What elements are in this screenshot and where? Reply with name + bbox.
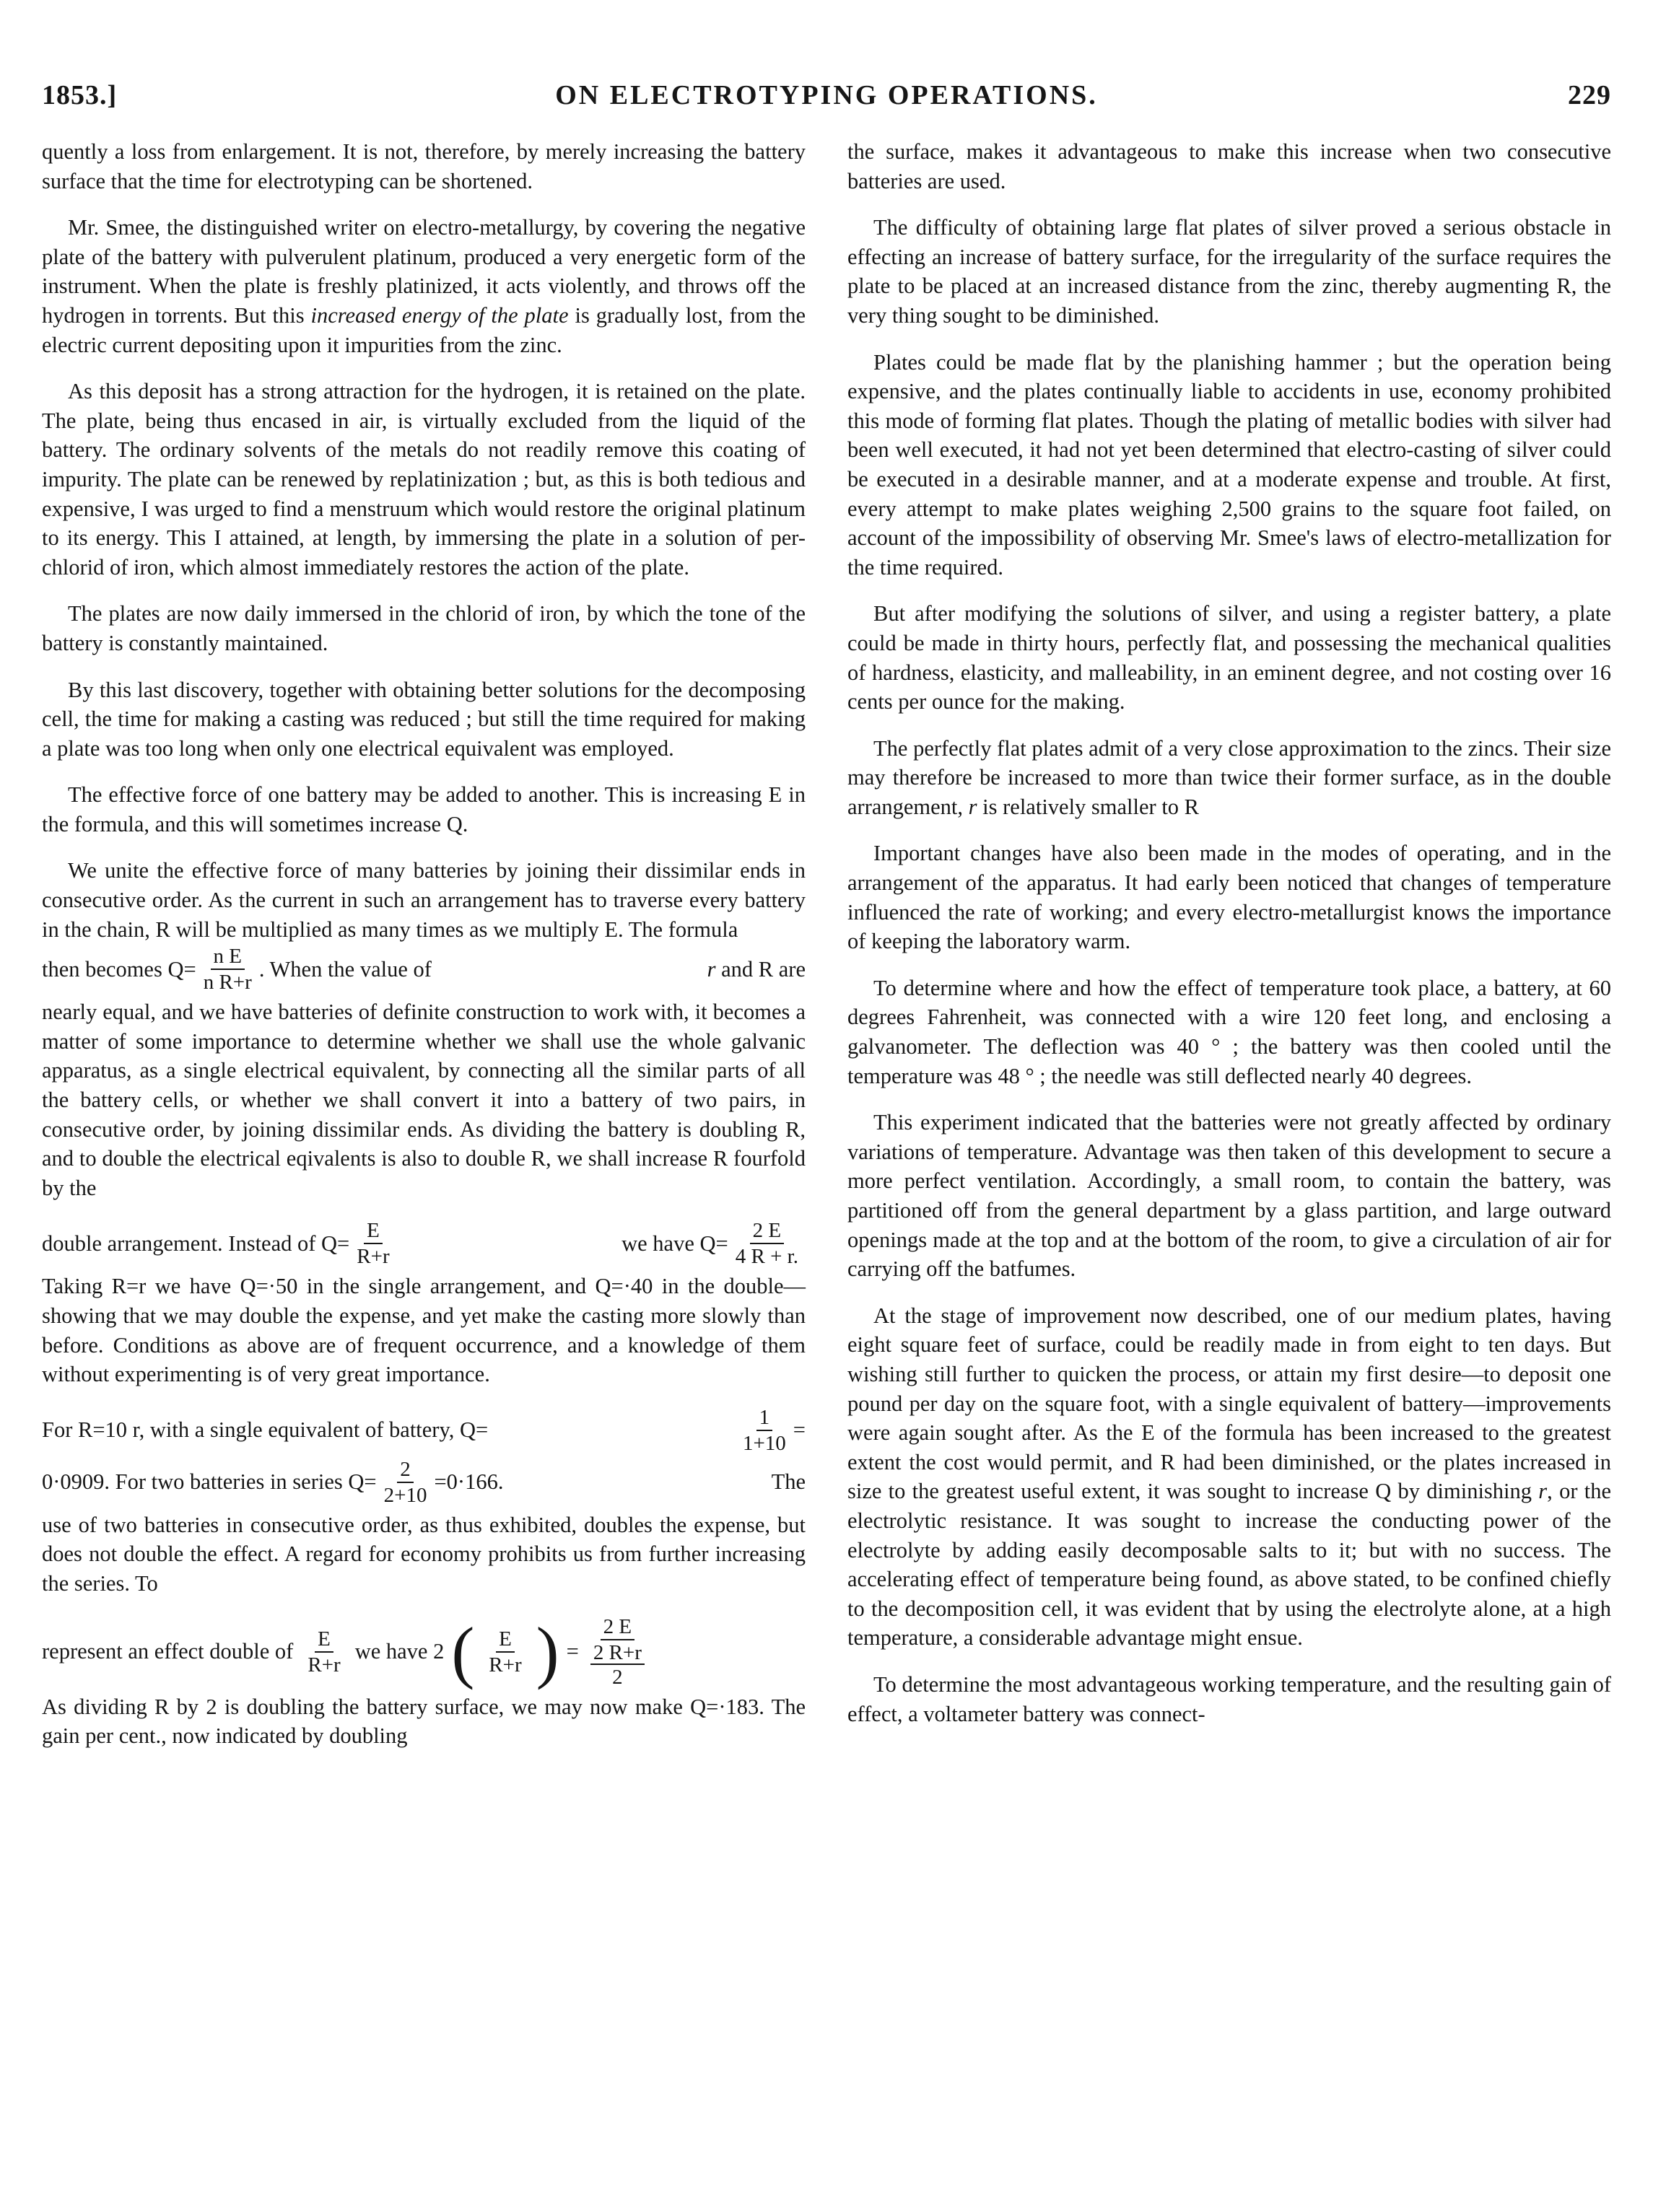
paragraph: This experiment indicated that the batteries were not greatly affected by ordinary variations of temperature. Advantage was then taken of this development to secure a more perfect ventilation. Accordingly, a small room, to contain the battery, was partitioned off from the general department by a glass partition, and large outward openings made at the top and at the bottom of the room, to give a circulation of air for carrying off the batfumes. — [847, 1110, 1611, 1282]
formula-text: The — [771, 1469, 806, 1495]
fraction — [733, 1220, 801, 1267]
formula-part — [736, 1407, 806, 1454]
fraction — [486, 1628, 524, 1676]
header-year: 1853.] — [42, 80, 118, 110]
header-title: ON ELECTROTYPING OPERATIONS. — [555, 80, 1098, 110]
paragraph: To determine where and how the effect of temperature took place, a battery, at 60 degrees Fahrenheit, was connected with a wire 120 feet long, and enclosing a galvanometer. The deflection was 40 ° ; the battery was then cooled until the temperature was 48 ° ; the needle was still deflected nearly 40 degrees. — [847, 975, 1611, 1088]
fraction — [381, 1459, 430, 1506]
denominator: 1+10 — [742, 1431, 786, 1455]
fraction — [201, 945, 255, 993]
formula-text: = — [793, 1417, 806, 1443]
running-header — [42, 79, 1611, 117]
fraction — [354, 1220, 392, 1267]
left-parenthesis: ( — [451, 1612, 475, 1690]
denominator: R+r — [308, 1653, 341, 1677]
formula-part — [621, 1220, 806, 1267]
denominator: 2 R+r — [590, 1640, 645, 1665]
formula-text: = — [566, 1639, 579, 1664]
paragraph: Taking R=r we have Q=·50 in the single arrangement, and Q=·40 in the double—showing that we may double the expense, and yet make the casting more slowly than before. Conditions as above are of frequent occurrence, and a knowledge of them without experimenting is of very great importance. — [42, 1274, 806, 1387]
sub-denominator: 2 — [612, 1665, 623, 1689]
paragraph: nearly equal, and we have batteries of definite construction to work with, it becomes a matter of some importance to determine whether we shall use the whole galvanic apparatus, as a single electrical equivalent, by connecting all the similar parts of all the battery cells, or whether we shall convert it into a battery of two pairs, in consecutive order, by joining dissimilar ends. As dividing the battery is doubling R, and to double the electrical eqivalents is also to double R, we shall increase R fourfold by the — [42, 1000, 806, 1200]
formula-text: . When the value of — [258, 956, 432, 982]
text-run: is relatively smaller to R — [977, 794, 1200, 819]
paragraph: The effective force of one battery may be added to another. This is increasing E in the formula, and this will sometimes increase Q. — [42, 782, 806, 836]
text-run: At the stage of improvement now described, one of our medium plates, having eight square feet of surface, could be readily made in from eight to ten days. But wishing still further to quicken the process, or attain my first desire—to deposit one pound per day on the square foot, with a single equivalent of battery—improvements were again sought after. As the E of the formula has been increased to the greatest extent the cost would permit, and R had been diminished, or the plates increased in size to the greatest useful extent, it was sought to increase Q by diminishing — [847, 1303, 1611, 1504]
denominator: R+r — [357, 1245, 390, 1269]
formula-text: double arrangement. Instead of Q= — [42, 1231, 350, 1256]
italic-variable: r — [707, 956, 716, 982]
paragraph — [42, 213, 806, 359]
paragraph: the surface, makes it advantageous to make this increase when two consecutive batteries are used. — [847, 139, 1611, 193]
formula-text: we have Q= — [621, 1231, 728, 1256]
paragraph: The difficulty of obtaining large flat plates of silver proved a serious obstacle in effecting an increase of battery surface, for the irregularity of the surface requires the plate to be placed at an increased distance from the zinc, thereby augmenting R, the very thing sought to be diminished. — [847, 215, 1611, 328]
paragraph: By this last discovery, together with obtaining better solutions for the decomposing cell, the time for making a casting was reduced ; but still the time required for making a plate was too long when only one electrical equivalent was employed. — [42, 677, 806, 761]
paragraph: But after modifying the solutions of silver, and using a register battery, a plate could be made in thirty hours, perfectly flat, and possessing the mechanical qualities of hardness, elasticity, and malleability, in an eminent degree, and not costing over 16 cents per ounce for the making. — [847, 601, 1611, 714]
formula-part — [42, 1220, 397, 1267]
numerator: n E — [211, 945, 245, 970]
denominator: R+r — [489, 1653, 522, 1677]
left-column — [42, 137, 806, 1768]
italic-text: increased energy of the plate — [310, 302, 569, 328]
page-number: 229 — [1568, 80, 1611, 110]
text-run: , or the electrolytic resistance. It was sought to increase the conducting power of the electrolyte by adding easily decomposable salts to it; but with no success. The accelerating effect of temperature being found, as above stated, to be confined chiefly to the decomposition cell, it was evident that by using the electrolyte alone, at a high temperature, a considerable advantage might ensue. — [847, 1479, 1611, 1651]
formula-tail — [707, 955, 806, 984]
formula-text: and R are — [715, 956, 806, 982]
paragraph: quently a loss from enlargement. It is not, therefore, by merely increasing the battery surface that the time for electrotyping can be shortened. — [42, 139, 806, 193]
paragraph: To determine the most advantageous working temperature, and the resulting gain of effect, a voltameter battery was connect- — [847, 1671, 1611, 1726]
paragraph: The plates are now daily immersed in the chlorid of iron, by which the tone of the battery is constantly maintained. — [42, 601, 806, 655]
denominator: 2+10 — [383, 1483, 427, 1507]
formula-text: we have 2 — [354, 1639, 445, 1664]
paragraph: Important changes have also been made in the modes of operating, and in the arrangement of the apparatus. It had early been noticed that changes of temperature influenced the rate of working; and every electro-metallurgist knows the importance of keeping the laboratory warm. — [847, 841, 1611, 954]
formula-double-arrangement — [42, 1220, 806, 1267]
numerator: E — [496, 1628, 515, 1653]
right-parenthesis: ) — [536, 1612, 559, 1690]
numerator: E — [364, 1220, 383, 1244]
denominator: 4 R + r. — [735, 1245, 798, 1269]
paragraph: Plates could be made flat by the planishing hammer ; but the operation being expensive, and the plates continually liable to accidents in use, economy prohibited this mode of forming flat plates. Though the plating of metallic bodies with silver had been well executed, it had not yet been determined that electro-casting of silver could be executed in a desirable manner, and at a moderate expense and trouble. At first, every attempt to make plates weighing 2,500 grains to the square foot failed, on account of the impossibility of observing Mr. Smee's laws of electro-metallization for the time required. — [847, 349, 1611, 580]
formula-two-batteries — [42, 1459, 806, 1506]
numerator: 2 E — [750, 1220, 784, 1244]
formula-part — [42, 1459, 503, 1506]
formula-double-effect — [42, 1612, 806, 1690]
text-run: is gradually lost, from the electric current depositing upon it impurities from the zinc. — [42, 302, 806, 357]
formula-series — [42, 945, 806, 993]
fraction — [305, 1628, 343, 1676]
italic-variable: r — [968, 794, 977, 819]
right-column — [847, 137, 1611, 1746]
paragraph — [847, 1301, 1611, 1653]
paragraph: As dividing R by 2 is doubling the battery surface, we may now make Q=·183. The gain per cent., now indicated by doubling — [42, 1694, 806, 1749]
paragraph: We unite the effective force of many batteries by joining their dissimilar ends in consecutive order. As the current in such an arrangement has to traverse every battery in the chain, R will be multiplied as many times as we multiply E. The formula — [42, 858, 806, 942]
formula-single-equivalent — [42, 1407, 806, 1454]
text-run: The perfectly flat plates admit of a very close approximation to the zincs. Their size may therefore be increased to more than twice their former surface, as in the double arrangement, — [847, 735, 1611, 819]
numerator: 2 E — [601, 1616, 634, 1640]
numerator: 1 — [756, 1407, 773, 1431]
formula-text: represent an effect double of — [42, 1639, 294, 1664]
italic-variable: r — [1538, 1479, 1548, 1504]
formula-text: =0·166. — [434, 1469, 504, 1495]
formula-text: For R=10 r, with a single equivalent of battery, Q= — [42, 1417, 489, 1443]
paragraph: use of two batteries in consecutive order, as thus exhibited, doubles the expense, but does not double the effect. A regard for economy prohibits us from further increasing the series. To — [42, 1512, 806, 1596]
text-run: Mr. Smee, the distinguished writer on electro-metallurgy, by covering the negative plate of the battery with pulverulent platinum, produced a very energetic form of the instrument. When the plate is freshly platinized, it acts violently, and throws off the hydrogen in torrents. But this — [42, 215, 806, 328]
numerator: E — [315, 1628, 333, 1653]
paragraph: As this deposit has a strong attraction for the hydrogen, it is retained on the plate. The plate, being thus encased in air, is virtually excluded from the liquid of the battery. The ordinary solvents of the metals do not readily remove this coating of impurity. The plate can be renewed by replatinization ; but, as this is both tedious and expensive, I was urged to find a menstruum which would restore the original platinum to its energy. This I attained, at length, by immersing the plate in a solution of per-chlorid of iron, which almost immediately restores the action of the plate. — [42, 379, 806, 580]
denominator: n R+r — [203, 971, 252, 994]
paragraph — [847, 734, 1611, 822]
numerator: 2 — [397, 1459, 414, 1483]
compound-fraction — [590, 1616, 645, 1688]
formula-text: 0·0909. For two batteries in series Q= — [42, 1469, 377, 1495]
fraction — [740, 1407, 789, 1454]
formula-text: then becomes Q= — [42, 956, 196, 982]
formula-lhs — [42, 945, 432, 993]
